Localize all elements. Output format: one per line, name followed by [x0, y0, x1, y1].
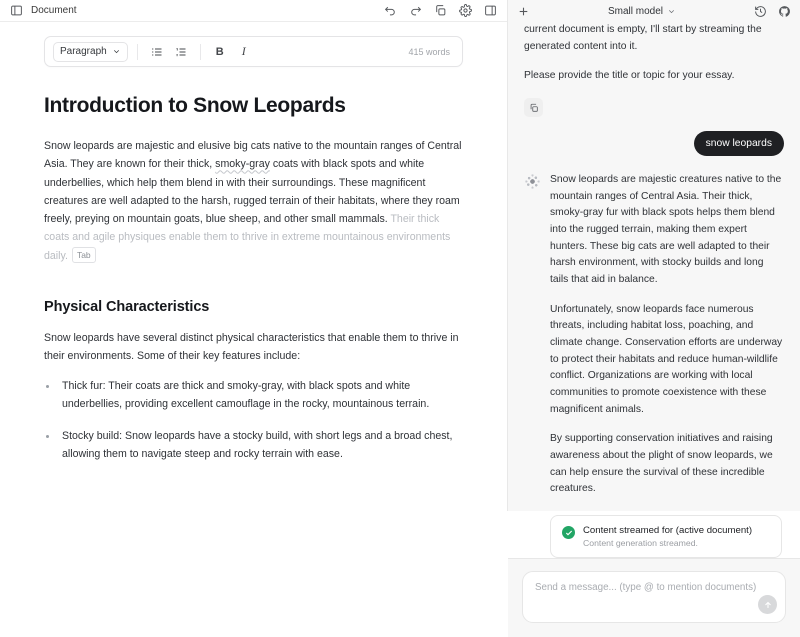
history-icon[interactable] [754, 5, 767, 18]
paragraph-style-value: Paragraph [60, 46, 107, 57]
composer-area [508, 558, 800, 637]
page-title: Introduction to Snow Leopards [44, 94, 346, 117]
italic-button[interactable]: I [241, 44, 246, 58]
assistant-paragraph: Please provide the title or topic for your essay. [524, 70, 735, 82]
assistant-paragraph: Unfortunately, snow leopards face numerous threats, including habitat loss, poaching, and climate change. Conservation efforts are underway to protect their habitats and reduce human-wildlife conflict. Organizations are working with local communities to promote coexistence with these magnificent animals. [550, 303, 783, 415]
user-message-row [524, 131, 784, 156]
intro-paragraph [44, 137, 463, 265]
assistant-paragraph: By supporting conservation initiatives and raising awareness about the plight of snow leopards, we can help ensure the survival of these incredible creatures. [550, 433, 773, 495]
list-item: • Thick fur: Their coats are thick and smoky-gray, with black spots and white underbellies, providing excellent camouflage in the rocky, mountainous terrain. [58, 377, 463, 413]
send-button[interactable] [758, 595, 777, 614]
characteristics-list [58, 377, 463, 463]
toolbar-divider-1 [137, 44, 138, 60]
bullet-list-button[interactable] [147, 42, 167, 62]
gear-icon[interactable] [459, 4, 472, 17]
section-heading-physical-characteristics: Physical Characteristics [44, 298, 210, 315]
plus-icon[interactable] [517, 5, 530, 18]
model-selector[interactable] [608, 6, 676, 17]
bold-button[interactable]: B [215, 45, 224, 58]
misspelled-word: smoky-gray [215, 158, 270, 171]
document-scroll-area[interactable] [0, 22, 507, 511]
assistant-message-body [550, 172, 784, 511]
numbered-list-button[interactable] [171, 42, 191, 62]
assistant-message-partial [524, 22, 784, 85]
assistant-paragraph: current document is empty, I'll start by streaming the generated content into it. [524, 24, 762, 52]
github-icon[interactable] [778, 5, 791, 18]
document-title: Document [31, 5, 77, 16]
toolbar-divider-2 [200, 44, 201, 60]
status-card [550, 515, 782, 558]
chevron-down-icon [667, 7, 676, 16]
message-input[interactable] [522, 571, 786, 623]
copy-icon[interactable] [434, 4, 447, 17]
user-message-bubble: snow leopards [694, 131, 784, 156]
message-input-placeholder: Send a message... (type @ to mention documents) [535, 582, 757, 594]
assistant-paragraph: Snow leopards are majestic creatures native to the mountain ranges of Central Asia. Their thick, smoky-gray fur with black spots helps them blend into the rugged terrain, making them expert hunters. These big cats are well adapted to their harsh environment, with stocky builds and long tails that aid in balance. [550, 174, 782, 286]
document-content[interactable] [0, 67, 507, 463]
list-item: • Stocky build: Snow leopards have a stocky build, with short legs and a broad chest, allowing them to navigate steep and rocky terrain with ease. [58, 427, 463, 463]
word-count: 415 words [408, 46, 450, 57]
paragraph-style-select[interactable] [53, 42, 128, 62]
model-name: Small model [607, 5, 664, 17]
status-title: Content streamed for (active document) [583, 525, 753, 537]
assistant-avatar-icon [524, 173, 541, 190]
editor-toolbar [44, 36, 463, 67]
tab-accept-chip[interactable]: Tab [72, 247, 96, 264]
intro-text-b: coats with black spots and white underbellies, which help them blend in with their surroundings. These magnificent creatures are well adapted to the harsh, rugged terrain of their habitats, where they roam freely, preying on mountain goats, blue sheep, and other small mammals. [44, 158, 460, 226]
chevron-down-icon [112, 47, 121, 56]
intro-text-a: Snow leopards are majestic and elusive big cats native to the mountain ranges of Central Asia. They are known for their thick, [44, 140, 462, 171]
check-circle-icon [562, 526, 575, 539]
chat-pane [508, 0, 800, 594]
panel-left-icon[interactable] [10, 4, 23, 17]
status-subtitle: Content generation streamed. [583, 538, 698, 549]
undo-icon[interactable] [384, 4, 397, 17]
assistant-message-row [524, 172, 784, 511]
redo-icon[interactable] [409, 4, 422, 17]
chat-message-list[interactable] [508, 22, 800, 558]
chat-topbar [508, 0, 800, 22]
physical-characteristics-paragraph: Snow leopards have several distinct physical characteristics that enable them to thrive in their environments. Some of their key features include: [44, 331, 459, 362]
ghost-suggestion-text: Their thick coats and agile physiques enable them to thrive in extreme mountainous environments daily. [44, 213, 451, 262]
copy-icon[interactable] [524, 98, 543, 117]
document-topbar [0, 0, 507, 22]
panel-right-icon[interactable] [484, 4, 497, 17]
